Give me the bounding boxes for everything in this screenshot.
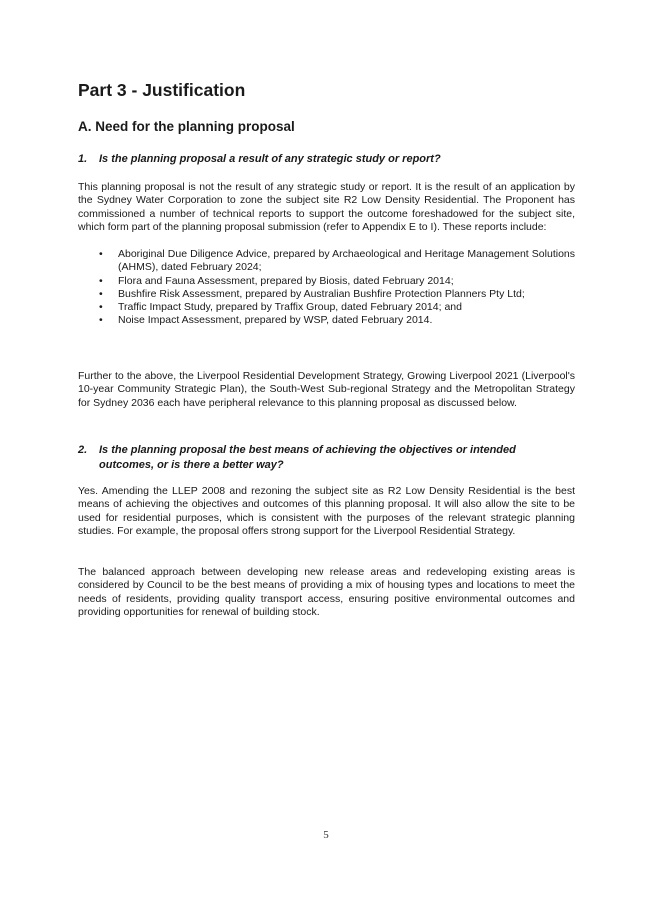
list-item-text: Noise Impact Assessment, prepared by WSP, dated February 2014. [118, 314, 433, 327]
paragraph-2: Further to the above, the Liverpool Residential Development Strategy, Growing Liverpool 2021 (Liverpool's 10-year Community Strategic Plan), the South-West Sub-regional Strategy and the Metropolitan Strategy for Sydney 2036 each have peripheral relevance to this planning proposal as discussed below. [78, 370, 575, 409]
list-item [78, 275, 575, 288]
bullet-icon: • [99, 287, 103, 300]
page-number: 5 [323, 829, 329, 841]
list-item [78, 288, 575, 301]
list-item [78, 314, 575, 327]
list-item [78, 248, 575, 275]
question-2-line-1: Is the planning proposal the best means of achieving the objectives or intended [99, 444, 516, 456]
question-1-text: Is the planning proposal a result of any strategic study or report? [99, 153, 441, 165]
list-item-text: Flora and Fauna Assessment, prepared by Biosis, dated February 2014; [118, 274, 454, 287]
list-item-text: Bushfire Risk Assessment, prepared by Australian Bushfire Protection Planners Pty Ltd; [118, 287, 525, 300]
list-item-text: Traffic Impact Study, prepared by Traffix Group, dated February 2014; and [118, 301, 462, 314]
question-2-number: 2. [78, 444, 88, 456]
paragraph-1: This planning proposal is not the result of any strategic study or report. It is the result of an application by the Sydney Water Corporation to zone the subject site R2 Low Density Residential. The Proponent has commissioned a number of technical reports to support the outcome foreshadowed for the subject site, which form part of the planning proposal submission (refer to Appendix E to I). These reports include: [78, 181, 575, 233]
report-list [78, 248, 575, 328]
list-item-text: Aboriginal Due Diligence Advice, prepared by Archaeological and Heritage Management Solutions (AHMS), dated February 2024; [118, 248, 575, 274]
part-heading: Part 3 - Justification [78, 80, 246, 100]
question-2-line-2: outcomes, or is there a better way? [99, 459, 284, 471]
question-1 [78, 152, 575, 167]
paragraph-4: The balanced approach between developing new release areas and redeveloping existing areas is considered by Council to be the best means of providing a mix of housing types and locations to meet the needs of residents, providing quality transport access, ensuring positive environmental outcomes and providing opportunities for renewal of building stock. [78, 566, 575, 618]
section-heading: A. Need for the planning proposal [78, 119, 295, 134]
question-2 [78, 443, 575, 473]
bullet-icon: • [99, 301, 103, 314]
bullet-icon: • [99, 248, 103, 260]
bullet-icon: • [99, 274, 103, 287]
bullet-icon: • [99, 314, 103, 327]
paragraph-3: Yes. Amending the LLEP 2008 and rezoning the subject site as R2 Low Density Residential is the best means of achieving the objectives and outcomes of this planning proposal. It will also allow the site to be used for residential purposes, which is consistent with the purposes of the relevant strategic planning studies. For example, the proposal offers strong support for the Liverpool Residential Strategy. [78, 485, 575, 537]
list-item [78, 301, 575, 314]
question-1-number: 1. [78, 153, 88, 165]
